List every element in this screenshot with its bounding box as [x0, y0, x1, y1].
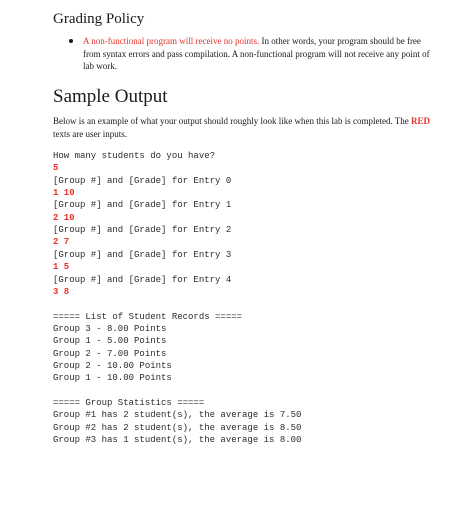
grading-bullet-list	[67, 35, 439, 73]
console-output-line: Group 2 - 7.00 Points	[53, 348, 167, 359]
intro-text-before: Below is an example of what your output should roughly look like when this lab is completed. The	[53, 116, 412, 126]
bullet-dot-icon	[69, 39, 73, 43]
console-user-input: 3 8	[53, 286, 70, 297]
console-output-line: Group #3 has 1 student(s), the average is 8.00	[53, 435, 302, 446]
grading-bullet-text: In other words, your program should be free from syntax errors and pass compilation. A non-functional program will not receive any point of lab work.	[83, 36, 430, 72]
console-output-line: Group 1 - 10.00 Points	[53, 373, 172, 384]
console-output-line: Group 3 - 8.00 Points	[53, 323, 167, 334]
console-output-line: Group 1 - 5.00 Points	[53, 336, 167, 347]
console-output-line: Group 2 - 10.00 Points	[53, 360, 172, 371]
console-output-line: [Group #] and [Grade] for Entry 0	[53, 175, 232, 186]
console-output-line: Group #1 has 2 student(s), the average is 7.50	[53, 410, 302, 421]
non-functional-warning: A non-functional program will receive no points.	[83, 36, 260, 46]
console-output-line: ===== Group Statistics =====	[53, 398, 205, 408]
console-user-input: 2 10	[53, 212, 75, 223]
intro-text-after: texts are user inputs.	[53, 128, 127, 139]
intro-red-keyword: RED	[411, 116, 431, 126]
sample-output-intro	[53, 115, 433, 140]
console-output-line: [Group #] and [Grade] for Entry 1	[53, 200, 232, 211]
console-output-line: [Group #] and [Grade] for Entry 3	[53, 249, 232, 260]
sample-output-heading: Sample Output	[53, 86, 168, 107]
console-output-line: [Group #] and [Grade] for Entry 4	[53, 274, 232, 285]
console-output-line: [Group #] and [Grade] for Entry 2	[53, 225, 232, 236]
grading-bullet-item	[67, 35, 439, 73]
console-output-line: Group #2 has 2 student(s), the average is 8.50	[53, 422, 302, 433]
grading-policy-heading: Grading Policy	[53, 11, 145, 27]
console-user-input: 2 7	[53, 237, 70, 248]
console-user-input: 5	[53, 163, 59, 174]
console-user-input: 1 10	[53, 188, 75, 199]
console-output-line: How many students do you have?	[53, 151, 216, 161]
console-output-line: ===== List of Student Records =====	[53, 311, 243, 322]
console-user-input: 1 5	[53, 262, 70, 273]
